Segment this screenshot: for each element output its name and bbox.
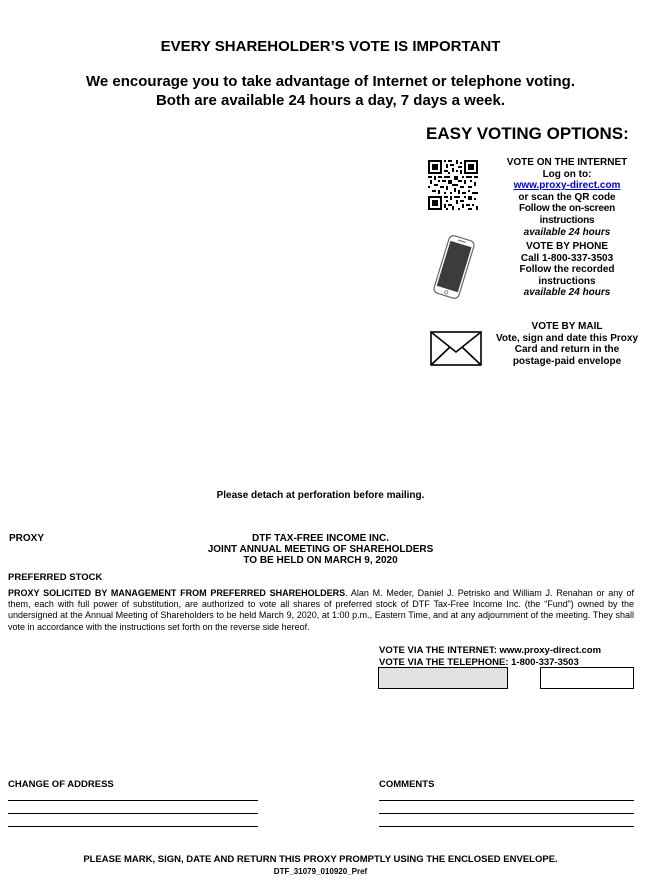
- internet-option-line-3: Follow the on-screen instructions: [518, 203, 615, 226]
- meeting-name: JOINT ANNUAL MEETING OF SHAREHOLDERS: [207, 544, 434, 555]
- mail-option-line-2: Card and return in the: [514, 344, 620, 356]
- meeting-date: TO BE HELD ON MARCH 9, 2020: [243, 555, 398, 566]
- internet-option-availability: available 24 hours: [523, 226, 611, 238]
- internet-option: [494, 157, 640, 238]
- encouragement-text: [0, 72, 661, 110]
- company-name: DTF TAX-FREE INCOME INC.: [251, 533, 390, 544]
- smartphone-icon: [428, 233, 480, 301]
- internet-option-line-1: Log on to:: [542, 168, 592, 180]
- page-title: EVERY SHAREHOLDER’S VOTE IS IMPORTANT: [160, 38, 501, 55]
- form-code: DTF_31079_010920_Pref: [273, 867, 368, 876]
- address-line-2[interactable]: [8, 813, 258, 814]
- vote-via-internet: VOTE VIA THE INTERNET: www.proxy-direct.com: [379, 645, 602, 656]
- comments-label: COMMENTS: [379, 779, 435, 790]
- phone-option: [494, 241, 640, 299]
- phone-option-availability: available 24 hours: [523, 287, 611, 299]
- security-code-box: [540, 667, 634, 689]
- change-of-address-label: CHANGE OF ADDRESS: [8, 779, 114, 790]
- encouragement-line-1: We encourage you to take advantage of Internet or telephone voting.: [86, 73, 575, 90]
- envelope-icon: [430, 331, 482, 366]
- proxy-direct-link[interactable]: www.proxy-direct.com: [513, 180, 621, 192]
- mail-option: [494, 321, 640, 367]
- address-line-1[interactable]: [8, 800, 258, 801]
- vote-via-telephone: VOTE VIA THE TELEPHONE: 1-800-337-3503: [379, 656, 579, 668]
- return-instruction: PLEASE MARK, SIGN, DATE AND RETURN THIS PROXY PROMPTLY USING THE ENCLOSED ENVELOPE.: [83, 854, 558, 865]
- encouragement-line-2: Both are available 24 hours a day, 7 days a week.: [155, 92, 506, 109]
- comments-line-3[interactable]: [379, 826, 634, 827]
- address-line-3[interactable]: [8, 826, 258, 827]
- internet-option-title: VOTE ON THE INTERNET: [506, 157, 628, 168]
- meeting-header: [200, 533, 441, 566]
- comments-line-1[interactable]: [379, 800, 634, 801]
- mail-option-title: VOTE BY MAIL: [531, 321, 603, 332]
- solicitation-body: . Alan M. Meder, Daniel J. Petrisko and William J. Renahan or any of them, each with full power of substitution, are authorized to vote all shares of preferred stock of DTF Tax-Free Income Inc. (the “Fund”) owned by the undersigned at the Annual Meeting of Shareholders to be held March 9, 2020, at 1:00 p.m., Eastern Time, and at any adjournment of the meeting. They shall vote in accordance with the instructions set forth on the reverse side hereof.: [8, 588, 634, 632]
- mail-option-line-1: Vote, sign and date this Proxy: [495, 332, 639, 344]
- phone-option-line-1: Call 1-800-337-3503: [520, 252, 614, 264]
- detach-notice: Please detach at perforation before mailing.: [216, 490, 425, 501]
- internet-option-line-2: or scan the QR code: [518, 191, 616, 203]
- stock-class-label: PREFERRED STOCK: [8, 572, 103, 583]
- mail-option-line-3: postage-paid envelope: [512, 355, 622, 367]
- voting-options-heading: EASY VOTING OPTIONS:: [426, 124, 629, 143]
- comments-line-2[interactable]: [379, 813, 634, 814]
- control-number-box: [378, 667, 508, 689]
- solicitation-heading: PROXY SOLICITED BY MANAGEMENT FROM PREFERRED SHAREHOLDERS: [8, 588, 346, 598]
- vote-via-block: [379, 645, 601, 668]
- proxy-label: PROXY: [9, 533, 45, 544]
- solicitation-paragraph: [8, 588, 634, 633]
- phone-option-line-2: Follow the recorded instructions: [519, 264, 615, 287]
- qr-code-icon: [428, 160, 478, 210]
- phone-option-title: VOTE BY PHONE: [525, 241, 609, 252]
